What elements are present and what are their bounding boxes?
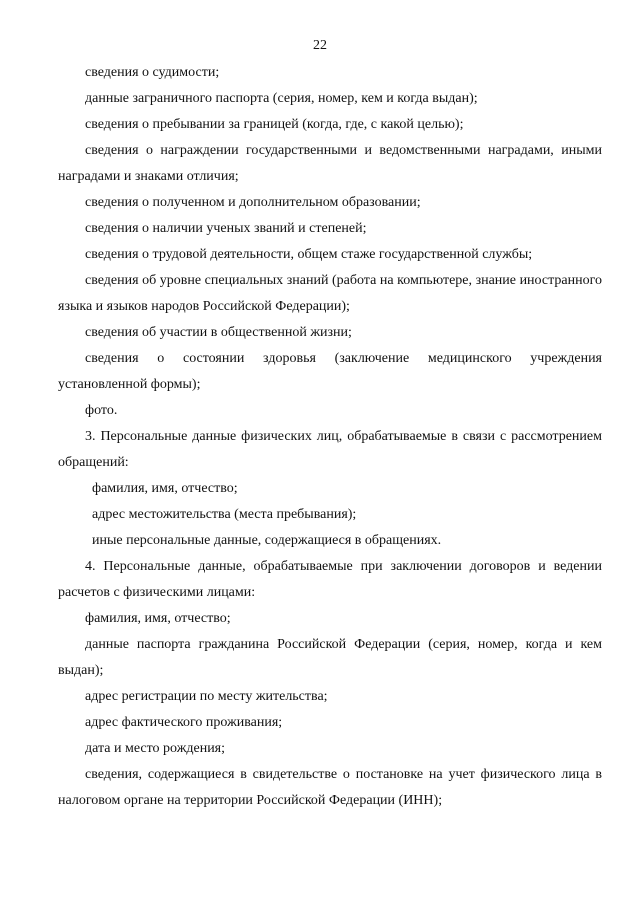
section-3-heading: 3. Персональные данные физических лиц, обрабатываемые в связи с рассмотрением обращений: <box>58 429 602 470</box>
paragraph-criminal-record: сведения о судимости; <box>85 65 220 80</box>
paragraph-registration-address: адрес регистрации по месту жительства; <box>85 689 328 704</box>
paragraph-education: сведения о полученном и дополнительном образовании; <box>85 195 421 210</box>
paragraph-residence-address: адрес местожительства (места пребывания); <box>92 507 357 522</box>
paragraph-stay-abroad: сведения о пребывании за границей (когда, где, с какой целью); <box>85 117 464 132</box>
paragraph-photo: фото. <box>85 403 118 418</box>
paragraph-citizen-passport: данные паспорта гражданина Российской Федерации (серия, номер, когда и кем выдан); <box>58 637 602 678</box>
document-body <box>58 60 602 814</box>
paragraph-health: сведения о состоянии здоровья (заключение медицинского учреждения установленной формы); <box>58 351 602 392</box>
paragraph-work-experience: сведения о трудовой деятельности, общем стаже государственной службы; <box>85 247 533 262</box>
paragraph-tax-id: сведения, содержащиеся в свидетельстве о постановке на учет физического лица в налоговом органе на территории Российской Федерации (ИНН); <box>58 767 602 808</box>
paragraph-awards: сведения о награждении государственными и ведомственными наградами, иными наградами и знаками отличия; <box>58 143 602 184</box>
paragraph-full-name-3: фамилия, имя, отчество; <box>92 481 238 496</box>
paragraph-foreign-passport: данные заграничного паспорта (серия, номер, кем и когда выдан); <box>85 91 478 106</box>
page-number: 22 <box>313 38 327 53</box>
paragraph-public-life: сведения об участии в общественной жизни; <box>85 325 352 340</box>
paragraph-actual-address: адрес фактического проживания; <box>85 715 283 730</box>
paragraph-other-data: иные персональные данные, содержащиеся в обращениях. <box>92 533 442 548</box>
paragraph-special-knowledge: сведения об уровне специальных знаний (работа на компьютере, знание иностранного языка и языков народов Российской Федерации); <box>58 273 602 314</box>
paragraph-birth-date-place: дата и место рождения; <box>85 741 226 756</box>
paragraph-academic-degrees: сведения о наличии ученых званий и степеней; <box>85 221 367 236</box>
paragraph-full-name-4: фамилия, имя, отчество; <box>85 611 231 626</box>
section-4-heading: 4. Персональные данные, обрабатываемые при заключении договоров и ведении расчетов с физическими лицами: <box>58 559 602 600</box>
